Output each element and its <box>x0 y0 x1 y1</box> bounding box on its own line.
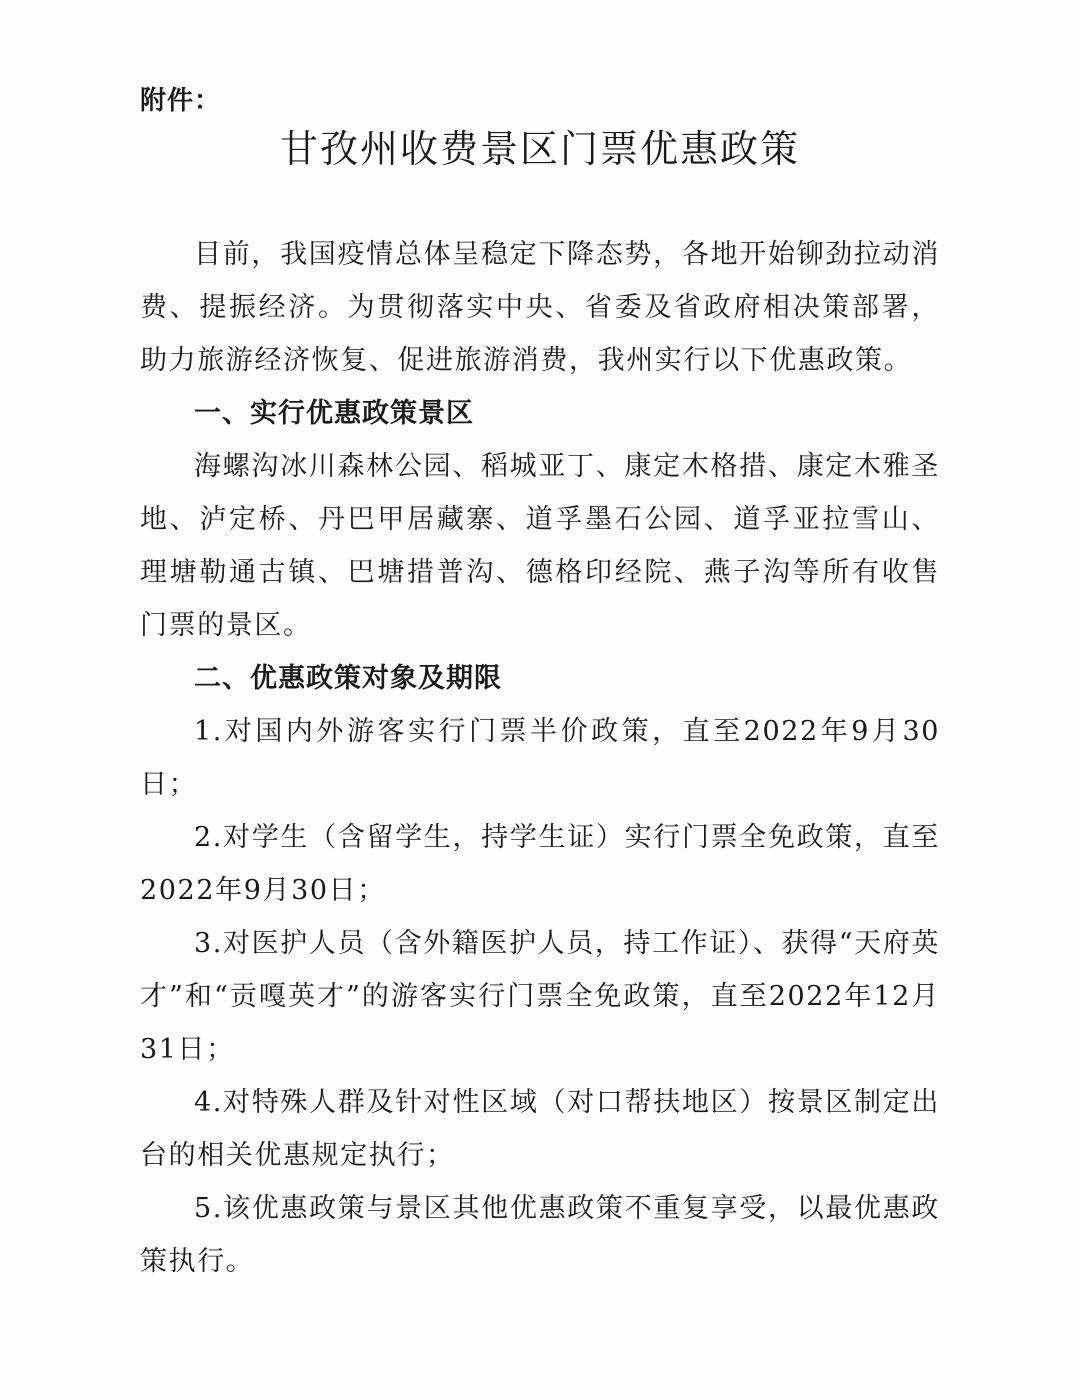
policy-item-1: 1.对国内外游客实行门票半价政策，直至2022年9月30日； <box>140 716 940 800</box>
intro-paragraph: 目前，我国疫情总体呈稳定下降态势，各地开始铆劲拉动消费、提振经济。为贯彻落实中央、省委及省政府相决策部署，助力旅游经济恢复、促进旅游消费，我州实行以下优惠政策。 <box>140 239 940 376</box>
section-2-heading: 二、优惠政策对象及期限 <box>194 663 502 694</box>
section-1-text: 海螺沟冰川森林公园、稻城亚丁、康定木格措、康定木雅圣地、泸定桥、丹巴甲居藏寨、道孚墨石公园、道孚亚拉雪山、理塘勒通古镇、巴塘措普沟、德格印经院、燕子沟等所有收售门票的景区。 <box>140 451 940 641</box>
policy-item-2: 2.对学生（含留学生，持学生证）实行门票全免政策，直至2022年9月30日； <box>140 822 940 906</box>
document-body <box>140 228 940 1288</box>
attachment-label: 附件： <box>140 86 222 116</box>
policy-item-5: 5.该优惠政策与景区其他优惠政策不重复享受，以最优惠政策执行。 <box>140 1193 940 1277</box>
policy-item-4: 4.对特殊人群及针对性区域（对口帮扶地区）按景区制定出台的相关优惠规定执行； <box>140 1087 940 1171</box>
document-title: 甘孜州收费景区门票优惠政策 <box>279 127 800 171</box>
policy-item-3: 3.对医护人员（含外籍医护人员，持工作证）、获得“天府英才”和“贡嘎英才”的游客实行门票全免政策，直至2022年12月31日； <box>140 928 940 1065</box>
section-1-heading: 一、实行优惠政策景区 <box>194 398 474 429</box>
